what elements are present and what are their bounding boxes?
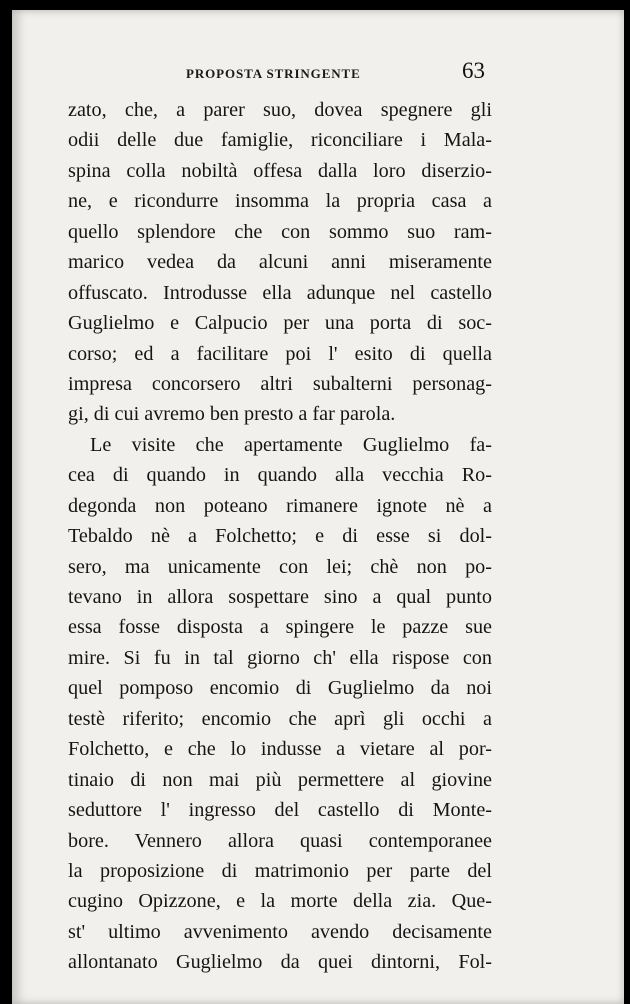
text-line: essa fosse disposta a spingere le pazze sue [68,616,492,639]
text-line: Folchetto, e che lo indusse a vietare al por- [68,738,492,761]
text-line: quel pomposo encomio di Guglielmo da noi [68,677,492,700]
text-line: mire. Si fu in tal giorno ch' ella rispose con [68,646,492,669]
text-line: ne, e ricondurre insomma la propria casa a [68,190,492,213]
text-line: offuscato. Introdusse ella adunque nel castello [68,281,492,304]
text-line: odii delle due famiglie, riconciliare i Mala- [68,129,492,152]
page-header [0,58,630,88]
paragraph-start-line: Le visite che apertamente Guglielmo fa- [90,433,492,456]
page-number: 63 [462,58,485,83]
text-line: st' ultimo avvenimento avendo decisamente [68,920,492,943]
text-line: sero, ma unicamente con lei; chè non po- [68,555,492,578]
text-line: la proposizione di matrimonio per parte del [68,859,492,882]
body-text [68,95,492,978]
text-line: Guglielmo e Calpucio per una porta di soc- [68,312,492,335]
text-line: allontanato Guglielmo da quei dintorni, Fol- [68,951,492,974]
text-line: seduttore l' ingresso del castello di Monte- [68,799,492,822]
text-line: cea di quando in quando alla vecchia Ro- [68,464,492,487]
text-line: impresa concorsero altri subalterni personag- [68,372,492,395]
text-line: zato, che, a parer suo, dovea spegnere gli [68,99,492,121]
text-line: bore. Vennero allora quasi contemporanee [68,829,492,852]
text-line: degonda non poteano rimanere ignote nè a [68,494,492,517]
text-line: Tebaldo nè a Folchetto; e di esse si dol- [68,525,492,548]
text-line: corso; ed a facilitare poi l' esito di quella [68,342,492,365]
text-line: cugino Opizzone, e la morte della zia. Que- [68,890,492,913]
text-line: spina colla nobiltà offesa dalla loro diserzio- [68,159,492,182]
running-head: PROPOSTA STRINGENTE [186,66,361,81]
text-line: testè riferito; encomio che aprì gli occhi a [68,707,492,730]
text-line: quello splendore che con sommo suo ram- [68,220,492,243]
text-line: tinaio di non mai più permettere al giovine [68,768,492,791]
paragraph-end-line: gi, di cui avremo ben presto a far parola. [68,403,396,426]
text-line: tevano in allora sospettare sino a qual punto [68,586,492,608]
text-line: marico vedea da alcuni anni miseramente [68,251,492,274]
